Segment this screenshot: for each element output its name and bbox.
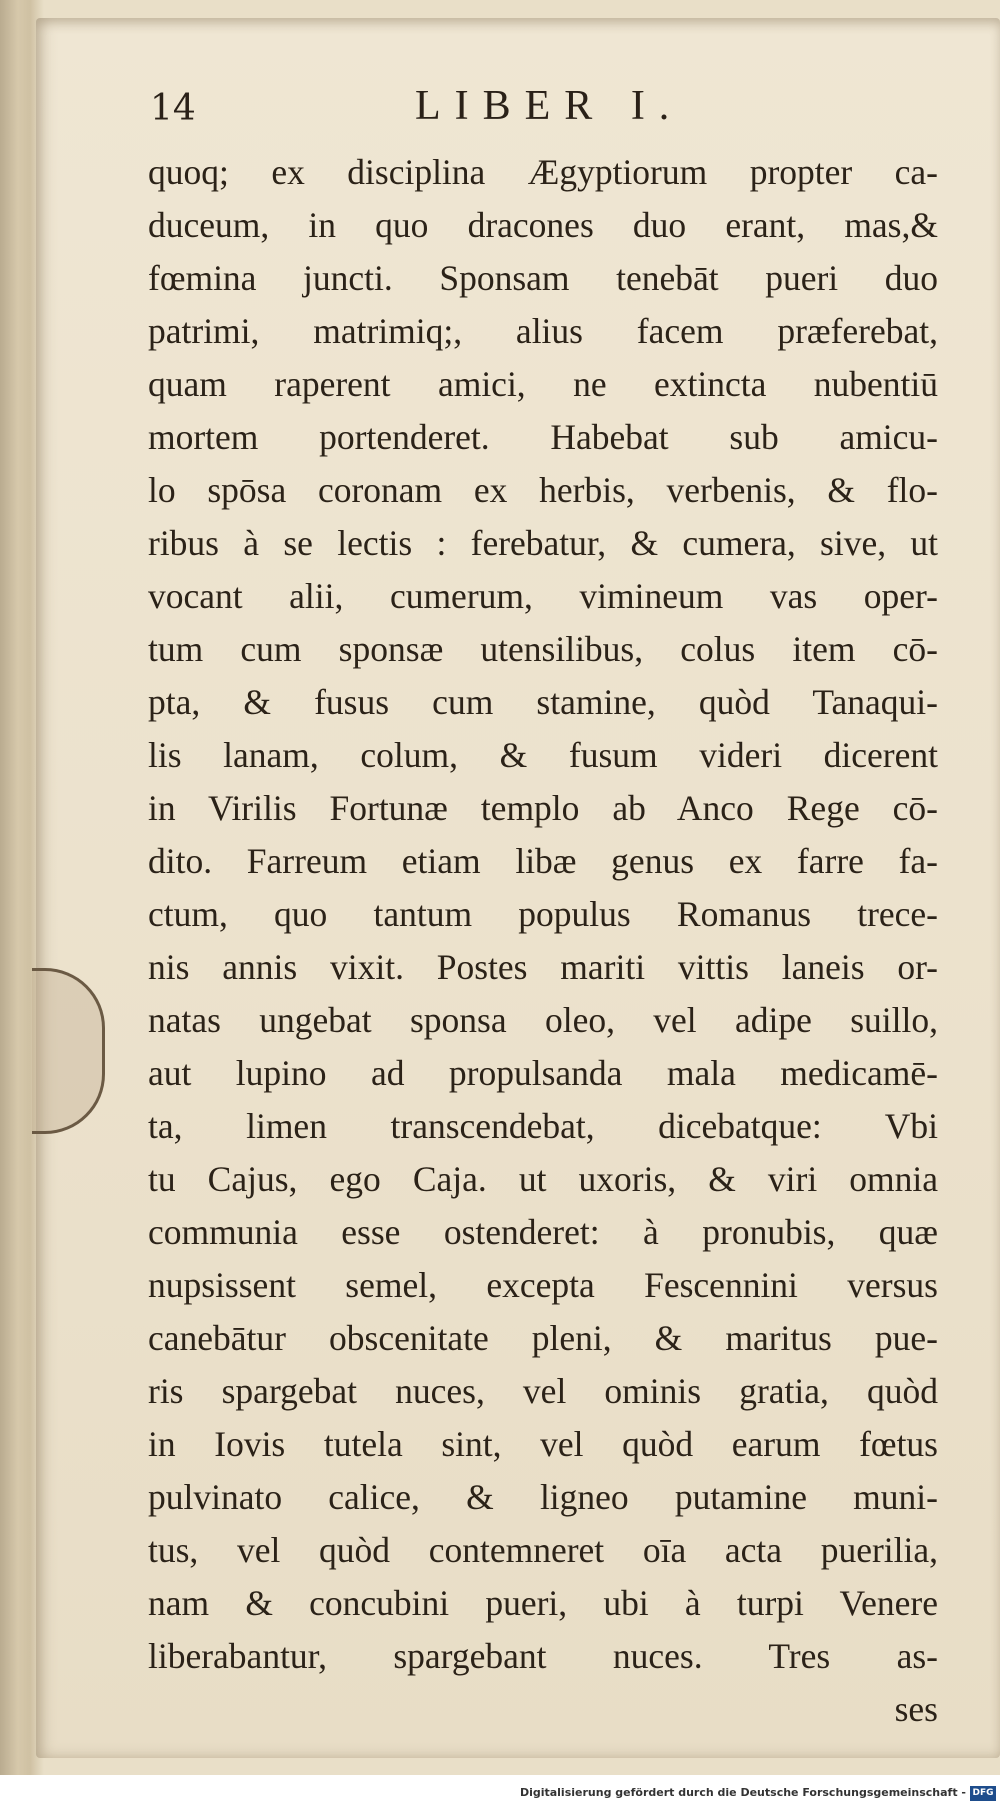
catchword: ses xyxy=(894,1689,938,1729)
page-number: 14 xyxy=(150,88,196,129)
text-line: vocant alii, cumerum, vimineum vas oper- xyxy=(148,576,938,616)
text-line: nam & concubini pueri, ubi à turpi Venere xyxy=(148,1583,938,1623)
text-line: nupsissent semel, excepta Fescennini versus xyxy=(148,1265,938,1305)
text-line: tus, vel quòd contemneret oīa acta puerilia, xyxy=(148,1530,938,1570)
dfg-logo-icon: DFG xyxy=(970,1786,996,1801)
text-line: lis lanam, colum, & fusum videri dicerent xyxy=(148,735,938,775)
text-line: dito. Farreum etiam libæ genus ex farre fa- xyxy=(148,841,938,881)
text-line: nis annis vixit. Postes mariti vittis laneis or- xyxy=(148,947,938,987)
text-line: canebātur obscenitate pleni, & maritus pue- xyxy=(148,1318,938,1358)
running-title: LIBER I. xyxy=(415,83,684,129)
text-line: pta, & fusus cum stamine, quòd Tanaqui- xyxy=(148,682,938,722)
book-clasp-mark xyxy=(32,968,105,1134)
text-line: duceum, in quo dracones duo erant, mas,& xyxy=(148,205,938,245)
text-line: quoq; ex disciplina Ægyptiorum propter ca- xyxy=(148,152,938,192)
body-text xyxy=(148,146,938,1736)
text-line: ctum, quo tantum populus Romanus trece- xyxy=(148,894,938,934)
text-line: ribus à se lectis : ferebatur, & cumera, sive, ut xyxy=(148,523,938,563)
text-line: communia esse ostenderet: à pronubis, quæ xyxy=(148,1212,938,1252)
text-line: tum cum sponsæ utensilibus, colus item cō- xyxy=(148,629,938,669)
text-line: mortem portenderet. Habebat sub amicu- xyxy=(148,417,938,457)
running-head xyxy=(150,80,910,130)
text-line: liberabantur, spargebant nuces. Tres as- xyxy=(148,1636,938,1676)
text-line: quam raperent amici, ne extincta nubentiū xyxy=(148,364,938,404)
text-line: ris spargebat nuces, vel ominis gratia, quòd xyxy=(148,1371,938,1411)
text-line: ta, limen transcendebat, dicebatque: Vbi xyxy=(148,1106,938,1146)
text-line: tu Cajus, ego Caja. ut uxoris, & viri omnia xyxy=(148,1159,938,1199)
text-line: fœmina juncti. Sponsam tenebāt pueri duo xyxy=(148,258,938,298)
text-line: lo spōsa coronam ex herbis, verbenis, & flo- xyxy=(148,470,938,510)
footer-strip xyxy=(0,1775,1000,1808)
text-line: pulvinato calice, & ligneo putamine muni- xyxy=(148,1477,938,1517)
text-line: in Iovis tutela sint, vel quòd earum fœtus xyxy=(148,1424,938,1464)
text-line: in Virilis Fortunæ templo ab Anco Rege cō- xyxy=(148,788,938,828)
text-line: natas ungebat sponsa oleo, vel adipe suillo, xyxy=(148,1000,938,1040)
text-line: patrimi, matrimiq;, alius facem præferebat, xyxy=(148,311,938,351)
text-line: aut lupino ad propulsanda mala medicamē- xyxy=(148,1053,938,1093)
funding-credit: Digitalisierung gefördert durch die Deutsche Forschungsgemeinschaft - xyxy=(519,1786,966,1799)
